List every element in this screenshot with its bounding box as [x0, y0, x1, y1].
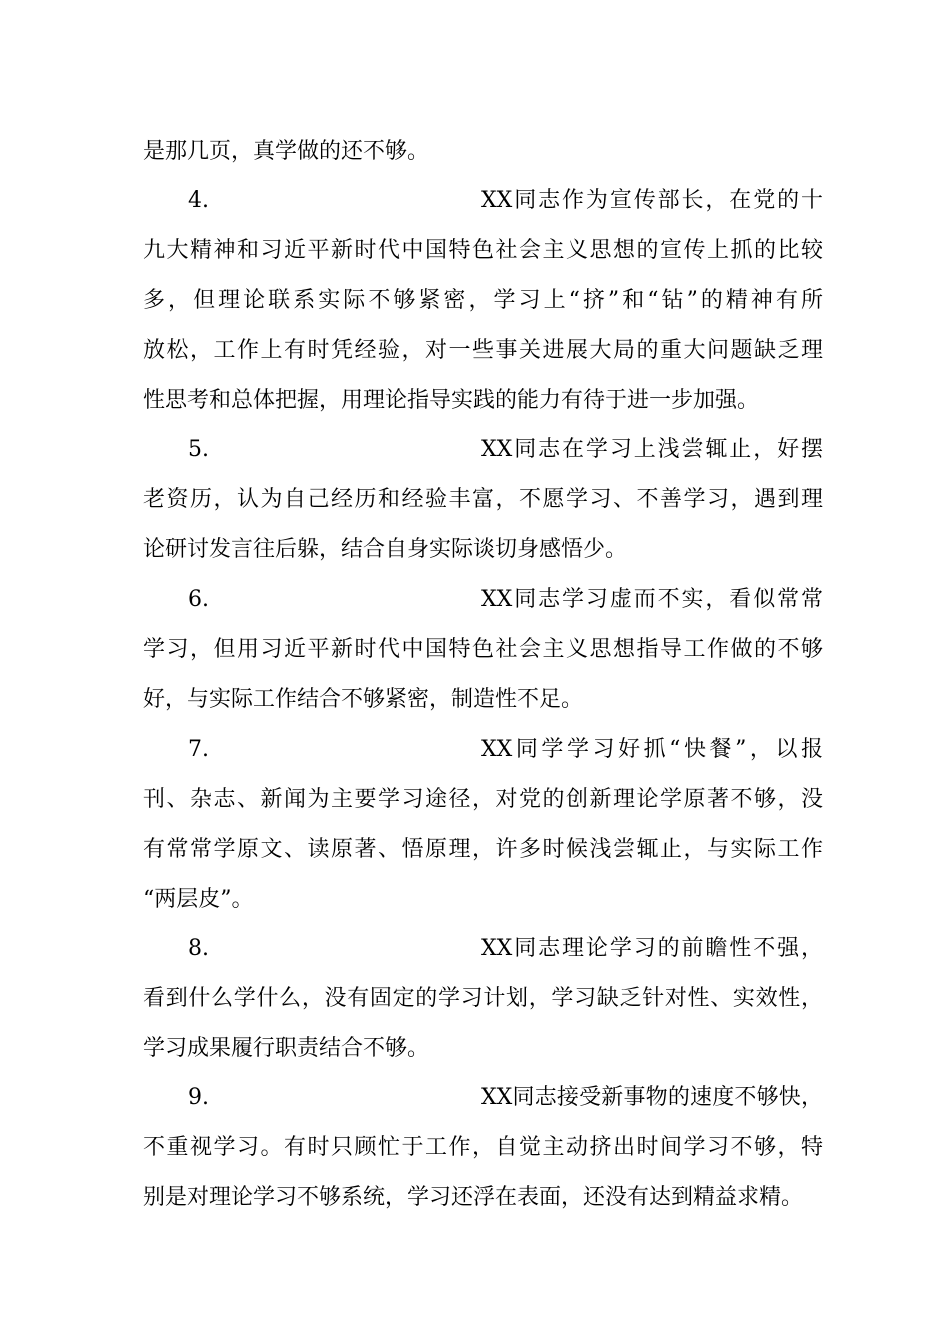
- paragraph-line: [0, 630, 950, 670]
- paragraph-line: [0, 1128, 950, 1168]
- item-text-line: 老资历，认为自己经历和经验丰富，不愿学习、不善学习，遇到理: [143, 487, 823, 512]
- paragraph-line: [0, 132, 950, 172]
- paragraph-line: [0, 680, 950, 720]
- paragraph-line: [0, 281, 950, 321]
- item-number: 7.: [188, 737, 209, 762]
- item-head-text: XX同志学习虚而不实，看似常常: [481, 587, 823, 612]
- item-number: 8.: [188, 936, 209, 961]
- item-head-text: XX同志接受新事物的速度不够快，: [481, 1085, 823, 1110]
- paragraph-line: [0, 1178, 950, 1218]
- item-text-line: 多，但理论联系实际不够紧密，学习上“挤”和“钻”的精神有所: [143, 288, 823, 313]
- list-item-8-first-line: [0, 929, 950, 969]
- item-number: 5.: [188, 437, 209, 462]
- paragraph-line: [0, 331, 950, 371]
- item-text-line: 刊、杂志、新闻为主要学习途径，对党的创新理论学原著不够，没: [143, 787, 823, 812]
- item-text-line: 不重视学习。有时只顾忙于工作，自觉主动挤出时间学习不够，特: [143, 1135, 823, 1160]
- item-text-line: 别是对理论学习不够系统，学习还浮在表面，还没有达到精益求精。: [143, 1185, 804, 1210]
- item-number: 4.: [188, 188, 209, 213]
- item-text-line: 放松，工作上有时凭经验，对一些事关进展大局的重大问题缺乏理: [143, 338, 823, 363]
- paragraph-line: [0, 830, 950, 870]
- item-number: 9.: [188, 1085, 209, 1110]
- item-text-line: 九大精神和习近平新时代中国特色社会主义思想的宣传上抓的比较: [143, 238, 823, 263]
- paragraph-line: [0, 880, 950, 920]
- list-item-9-first-line: [0, 1078, 950, 1118]
- item-text-line: 有常常学原文、读原著、悟原理，许多时候浅尝辄止，与实际工作: [143, 837, 823, 862]
- item-text-line: 看到什么学什么，没有固定的学习计划，学习缺乏针对性、实效性，: [143, 986, 823, 1011]
- paragraph-line: [0, 530, 950, 570]
- continuation-text: 是那几页，真学做的还不够。: [143, 139, 430, 164]
- paragraph-line: [0, 1029, 950, 1069]
- item-text-line: 论研讨发言往后躲，结合自身实际谈切身感悟少。: [143, 537, 628, 562]
- item-text-line: 学习成果履行职责结合不够。: [143, 1036, 430, 1061]
- item-text-line: 学习，但用习近平新时代中国特色社会主义思想指导工作做的不够: [143, 637, 823, 662]
- paragraph-line: [0, 780, 950, 820]
- item-text-line: 好，与实际工作结合不够紧密，制造性不足。: [143, 687, 584, 712]
- list-item-4-first-line: [0, 181, 950, 221]
- list-item-6-first-line: [0, 580, 950, 620]
- item-head-text: XX同志作为宣传部长，在党的十: [481, 188, 823, 213]
- paragraph-line: [0, 231, 950, 271]
- item-head-text: XX同志理论学习的前瞻性不强，: [481, 936, 823, 961]
- item-head-text: XX同志在学习上浅尝辄止，好摆: [481, 437, 823, 462]
- paragraph-line: [0, 381, 950, 421]
- item-head-text: XX同学学习好抓“快餐”，以报: [481, 737, 823, 762]
- item-text-line: 性思考和总体把握，用理论指导实践的能力有待于进一步加强。: [143, 388, 760, 413]
- paragraph-line: [0, 979, 950, 1019]
- paragraph-line: [0, 480, 950, 520]
- item-number: 6.: [188, 587, 209, 612]
- item-text-line: “两层皮”。: [143, 887, 254, 912]
- list-item-5-first-line: [0, 430, 950, 470]
- list-item-7-first-line: [0, 730, 950, 770]
